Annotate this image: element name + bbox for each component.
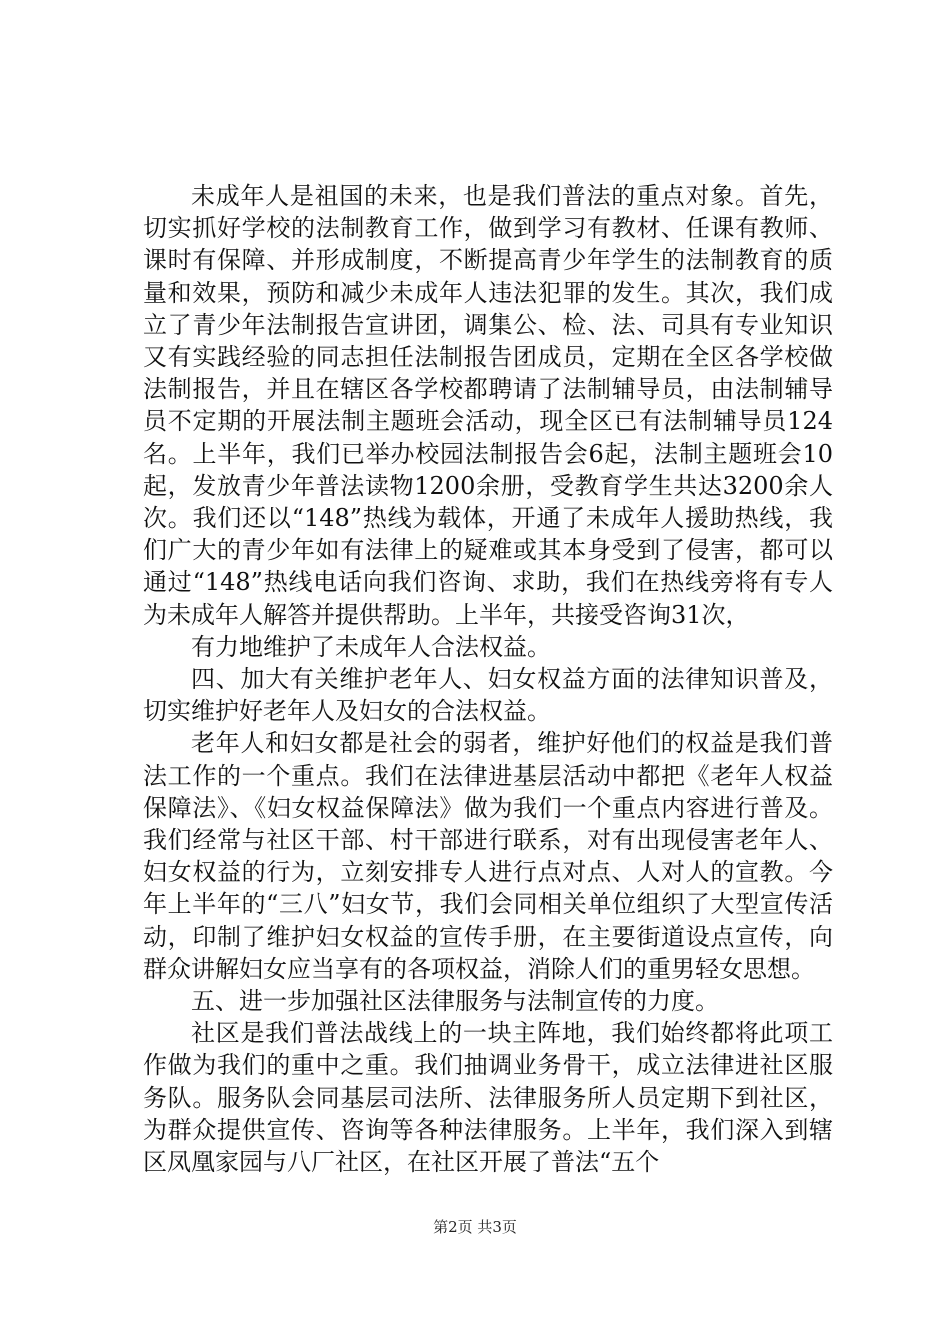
paragraph-minors: 未成年人是祖国的未来，也是我们普法的重点对象。首先，切实抓好学校的法制教育工作，做到学习有教材、任课有教师、课时有保障、并形成制度，不断提高青少年学生的法制教育的质量和效果，预防和减少未成年人违法犯罪的发生。其次，我们成立了青少年法制报告宣讲团，调集公、检、法、司具有专业知识又有实践经验的同志担任法制报告团成员，定期在全区各学校做法制报告，并且在辖区各学校都聘请了法制辅导员，由法制辅导员不定期的开展法制主题班会活动，现全区已有法制辅导员124名。上半年，我们已举办校园法制报告会6起，法制主题班会10起，发放青少年普法读物1200余册，受教育学生共达3200余人次。我们还以“148”热线为载体，开通了未成年人援助热线，我们广大的青少年如有法律上的疑难或其本身受到了侵害，都可以通过“148”热线电话向我们咨询、求助，我们在热线旁将有专人为未成年人解答并提供帮助。上半年，共接受咨询31次， [143,182,833,629]
paragraph-minors-continued: 有力地维护了未成年人合法权益。 [191,632,551,661]
section-heading-community: 五、进一步加强社区法律服务与法制宣传的力度。 [191,987,719,1016]
document-body [143,180,833,1178]
page-footer: 第2页 共3页 [433,1218,517,1236]
section-heading-elderly-women: 四、加大有关维护老年人、妇女权益方面的法律知识普及，切实维护好老年人及妇女的合法权益。 [143,665,833,726]
paragraph-community: 社区是我们普法战线上的一块主阵地，我们始终都将此项工作做为我们的重中之重。我们抽调业务骨干，成立法律进社区服务队。服务队会同基层司法所、法律服务所人员定期下到社区，为群众提供宣传、咨询等各种法律服务。上半年，我们深入到辖区凤凰家园与八厂社区，在社区开展了普法“五个 [143,1019,833,1177]
paragraph-elderly-women: 老年人和妇女都是社会的弱者，维护好他们的权益是我们普法工作的一个重点。我们在法律进基层活动中都把《老年人权益保障法》、《妇女权益保障法》做为我们一个重点内容进行普及。我们经常与社区干部、村干部进行联系，对有出现侵害老年人、妇女权益的行为，立刻安排专人进行点对点、人对人的宣教。今年上半年的“三八”妇女节，我们会同相关单位组织了大型宣传活动，印制了维护妇女权益的宣传手册，在主要街道设点宣传，向群众讲解妇女应当享有的各项权益，消除人们的重男轻女思想。 [143,729,833,983]
